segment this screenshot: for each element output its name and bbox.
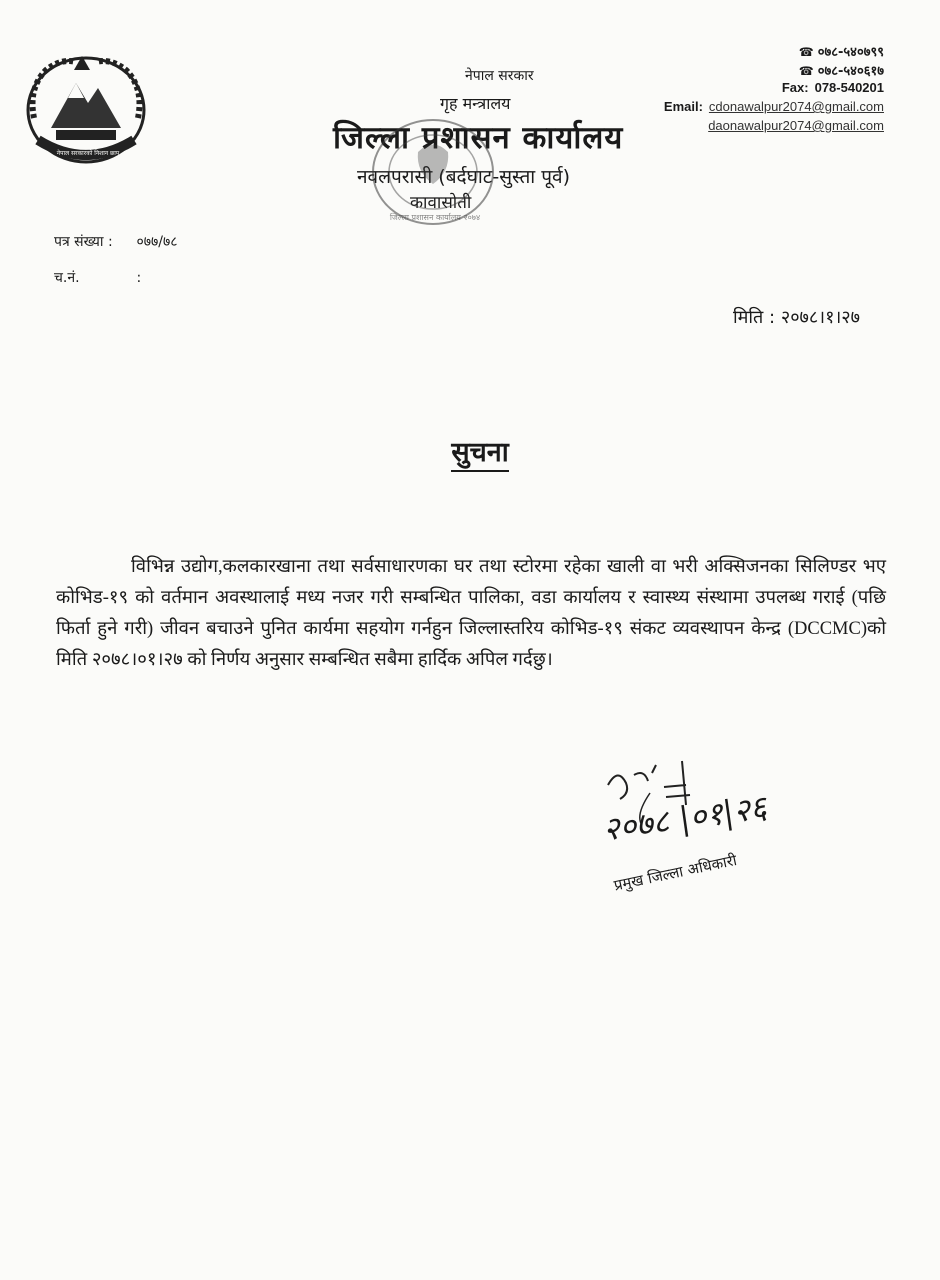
date-label: मिति : — [732, 307, 776, 328]
fax-row — [664, 80, 884, 99]
letter-number-label: पत्र संख्या : — [54, 234, 113, 250]
emblem-caption: नेपाल सरकारको निशान छाप — [56, 150, 120, 157]
government-name: नेपाल सरकार — [465, 68, 534, 84]
email-row-2 — [664, 118, 884, 137]
dispatch-number-separator: : — [136, 270, 142, 286]
date-value: २०७८।१।२७ — [780, 307, 860, 328]
phone-number-2: ०७८-५४०६१७ — [817, 64, 884, 79]
dispatch-number-label: च.नं. — [54, 270, 80, 286]
office-address: नवलपरासी (बर्दघाट-सुस्ता पूर्व) — [357, 166, 571, 188]
letter-number-row — [54, 232, 178, 251]
signatory-title: प्रमुख जिल्ला अधिकारी — [612, 850, 739, 895]
email-link-1[interactable]: cdonawalpur2074@gmail.com — [708, 99, 884, 114]
phone-number-1: ०७८-५४०७९९ — [817, 45, 884, 60]
dispatch-number-row — [54, 268, 141, 287]
email-label: Email: — [663, 99, 703, 114]
notice-body: विभिन्न उद्योग,कलकारखाना तथा सर्वसाधारणका घर तथा स्टोरमा रहेका खाली वा भरी अक्सिजनका सिलिण्डर भए कोभिड-१९ को वर्तमान अवस्थालाई मध्य नजर गरी सम्बन्धित पालिका, वडा कार्यालय र स्वास्थ्य संस्थामा उपलब्ध गराई (पछि फिर्ता हुने गरी) जीवन बचाउने पुनित कार्यमा सहयोग गर्नहुन जिल्लास्तरिय कोभिड-१९ संकट व्यवस्थापन केन्द्र (DCCMC)को मिति २०७८।०१।२७ को निर्णय अनुसार सम्बन्धित सबैमा हार्दिक अपिल गर्दछु। — [56, 557, 886, 670]
seal-text: जिल्ला प्रशासन कार्यालय २०७४ — [389, 213, 481, 222]
phone-icon: ☎ — [798, 45, 814, 59]
email-link-2[interactable]: daonawalpur2074@gmail.com — [708, 118, 884, 133]
handwritten-date: २०७८ |०१|२६ — [600, 788, 769, 849]
letter-number-value: ०७७/७८ — [136, 234, 178, 250]
fax-label: Fax: — [781, 80, 809, 95]
ministry-name: गृह मन्त्रालय — [440, 94, 511, 113]
notice-title — [0, 432, 940, 469]
phone-icon: ☎ — [798, 64, 814, 78]
fax-number: 078-540201 — [814, 80, 884, 95]
phone-row-2 — [664, 61, 884, 80]
contact-block — [664, 42, 884, 137]
date-row — [733, 305, 860, 329]
notice-title-text: सुचना — [451, 437, 508, 472]
office-city: कावासोती — [410, 193, 472, 213]
phone-row-1 — [664, 42, 884, 61]
email-row-1 — [664, 99, 884, 118]
office-title: जिल्ला प्रशासन कार्यालय — [333, 120, 624, 156]
